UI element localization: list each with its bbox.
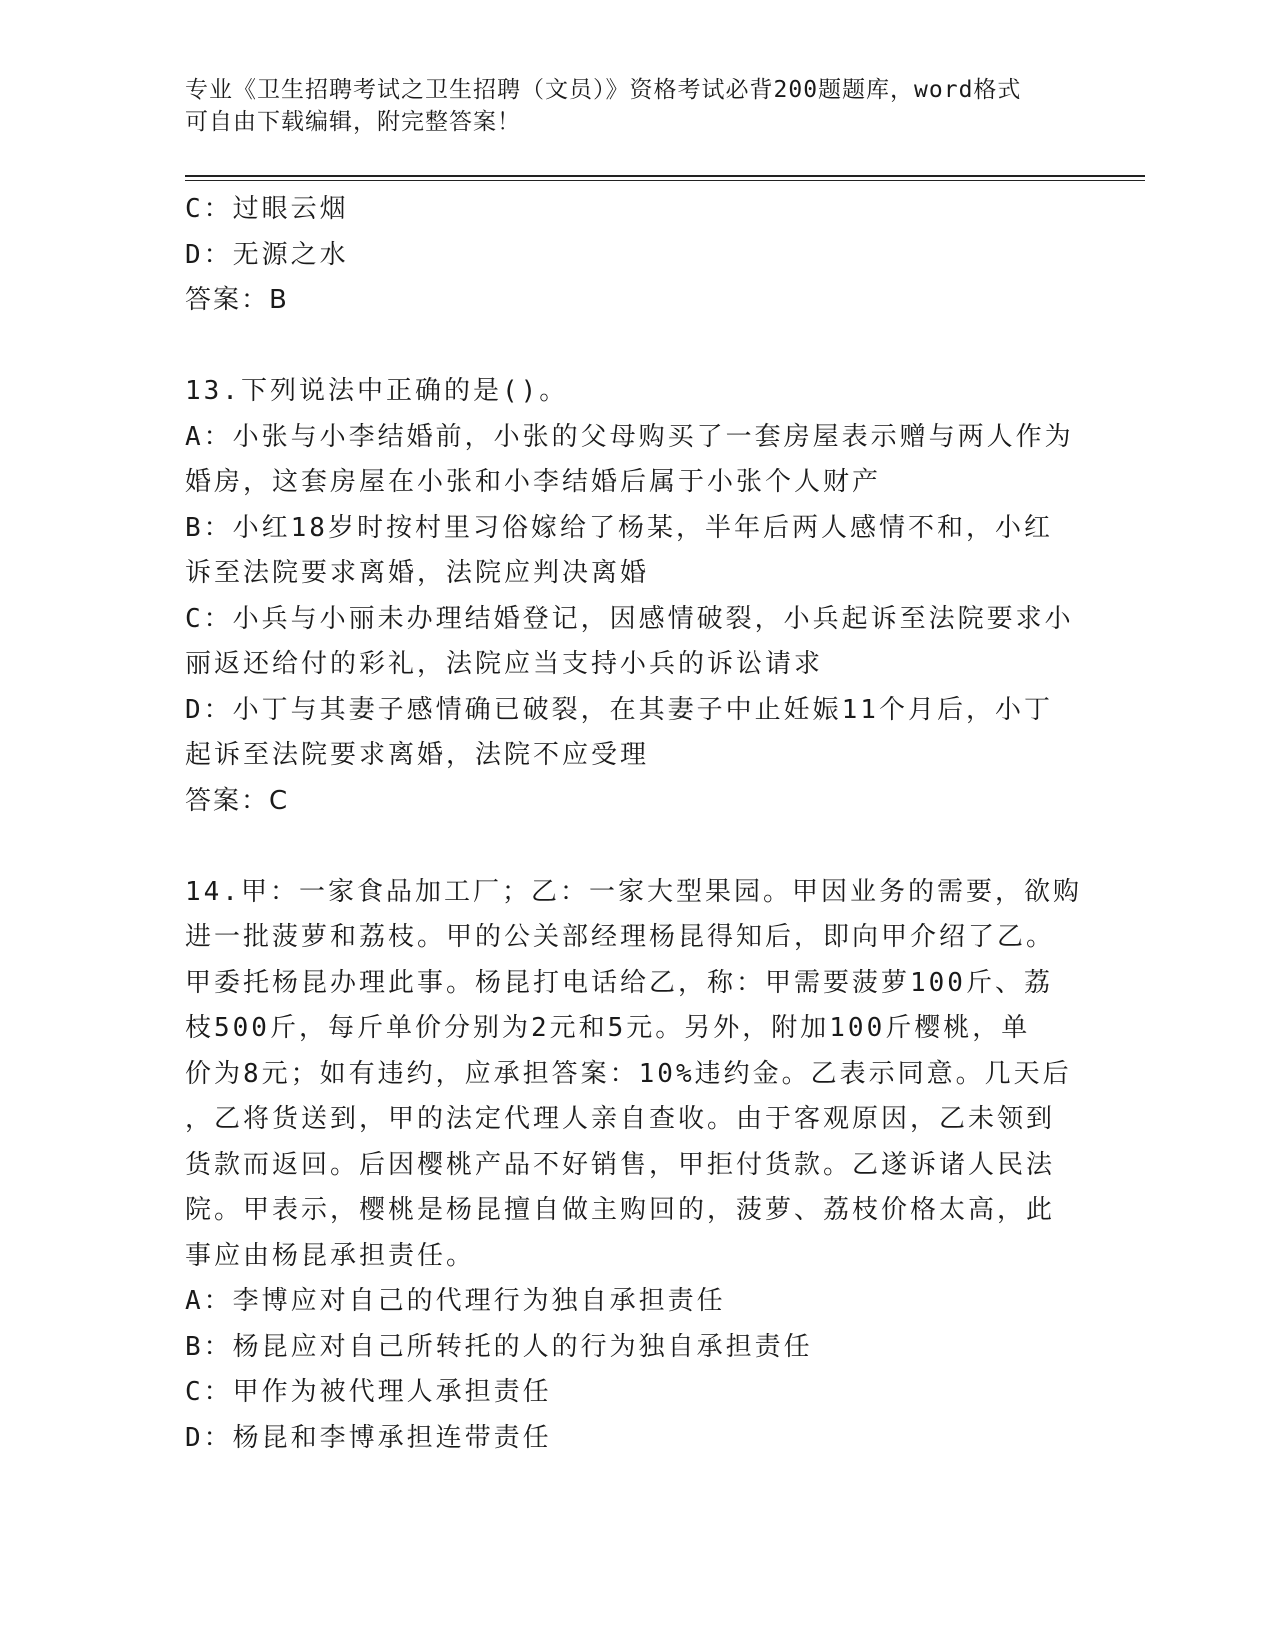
- q12-option-d: D：无源之水: [185, 239, 349, 270]
- spacer: [185, 824, 1085, 870]
- q13-answer: 答案：C: [185, 785, 290, 816]
- header-title-line-2: 可自由下载编辑，附完整答案！: [185, 109, 521, 135]
- spacer: [185, 324, 1085, 370]
- q13-option-a-line-1: A：小张与小李结婚前，小张的父母购买了一套房屋表示赠与两人作为: [185, 421, 1074, 452]
- question-14: [185, 870, 1085, 1462]
- q14-option-b: B：杨昆应对自己所转托的人的行为独自承担责任: [185, 1331, 813, 1362]
- q14-stem-line-5: 价为8元；如有违约，应承担答案：10%违约金。乙表示同意。几天后: [185, 1058, 1072, 1089]
- q12-option-c: C：过眼云烟: [185, 194, 349, 224]
- q13-option-c-line-1: C：小兵与小丽未办理结婚登记，因感情破裂，小兵起诉至法院要求小: [185, 603, 1074, 634]
- q14-stem-line-2: 进一批菠萝和荔枝。甲的公关部经理杨昆得知后，即向甲介绍了乙。: [185, 922, 1056, 952]
- header-divider-thick: [185, 175, 1145, 177]
- header-title-line-1: 专业《卫生招聘考试之卫生招聘（文员）》资格考试必背200题题库，word格式: [185, 77, 1022, 103]
- q13-stem: 13.下列说法中正确的是()。: [185, 376, 569, 406]
- q14-stem-line-9: 事应由杨昆承担责任。: [185, 1240, 476, 1271]
- q13-option-d-line-1: D：小丁与其妻子感情确已破裂，在其妻子中止妊娠11个月后，小丁: [185, 694, 1053, 725]
- q14-stem-line-1: 14.甲：一家食品加工厂；乙：一家大型果园。甲因业务的需要，欲购: [185, 876, 1082, 907]
- q14-option-c: C：甲作为被代理人承担责任: [185, 1377, 552, 1407]
- question-12-tail: [185, 187, 1085, 324]
- q14-option-d: D：杨昆和李博承担连带责任: [185, 1422, 552, 1453]
- q13-option-b-line-1: B：小红18岁时按村里习俗嫁给了杨某，半年后两人感情不和，小红: [185, 512, 1053, 543]
- q13-option-c-line-2: 丽返还给付的彩礼，法院应当支持小兵的诉讼请求: [185, 649, 824, 679]
- q14-stem-line-6: ，乙将货送到，甲的法定代理人亲自查收。由于客观原因，乙未领到: [185, 1104, 1056, 1134]
- q13-option-d-line-2: 起诉至法院要求离婚，法院不应受理: [185, 740, 650, 770]
- page-header: [185, 74, 1085, 138]
- q14-stem-line-3: 甲委托杨昆办理此事。杨昆打电话给乙，称：甲需要菠萝100斤、荔: [185, 967, 1053, 998]
- q14-stem-line-8: 院。甲表示，樱桃是杨昆擅自做主购回的，菠萝、荔枝价格太高，此: [185, 1195, 1056, 1225]
- q13-option-a-line-2: 婚房，这套房屋在小张和小李结婚后属于小张个人财产: [185, 467, 882, 497]
- q14-option-a: A：李博应对自己的代理行为独自承担责任: [185, 1286, 726, 1316]
- document-body: [185, 187, 1085, 1461]
- header-divider-thin: [185, 180, 1145, 181]
- question-13: [185, 369, 1085, 824]
- q13-option-b-line-2: 诉至法院要求离婚，法院应判决离婚: [185, 558, 650, 588]
- q14-stem-line-7: 货款而返回。后因樱桃产品不好销售，甲拒付货款。乙遂诉诸人民法: [185, 1149, 1056, 1180]
- q14-stem-line-4: 枝500斤，每斤单价分别为2元和5元。另外，附加100斤樱桃，单: [185, 1013, 1031, 1043]
- q12-answer: 答案：B: [185, 285, 289, 315]
